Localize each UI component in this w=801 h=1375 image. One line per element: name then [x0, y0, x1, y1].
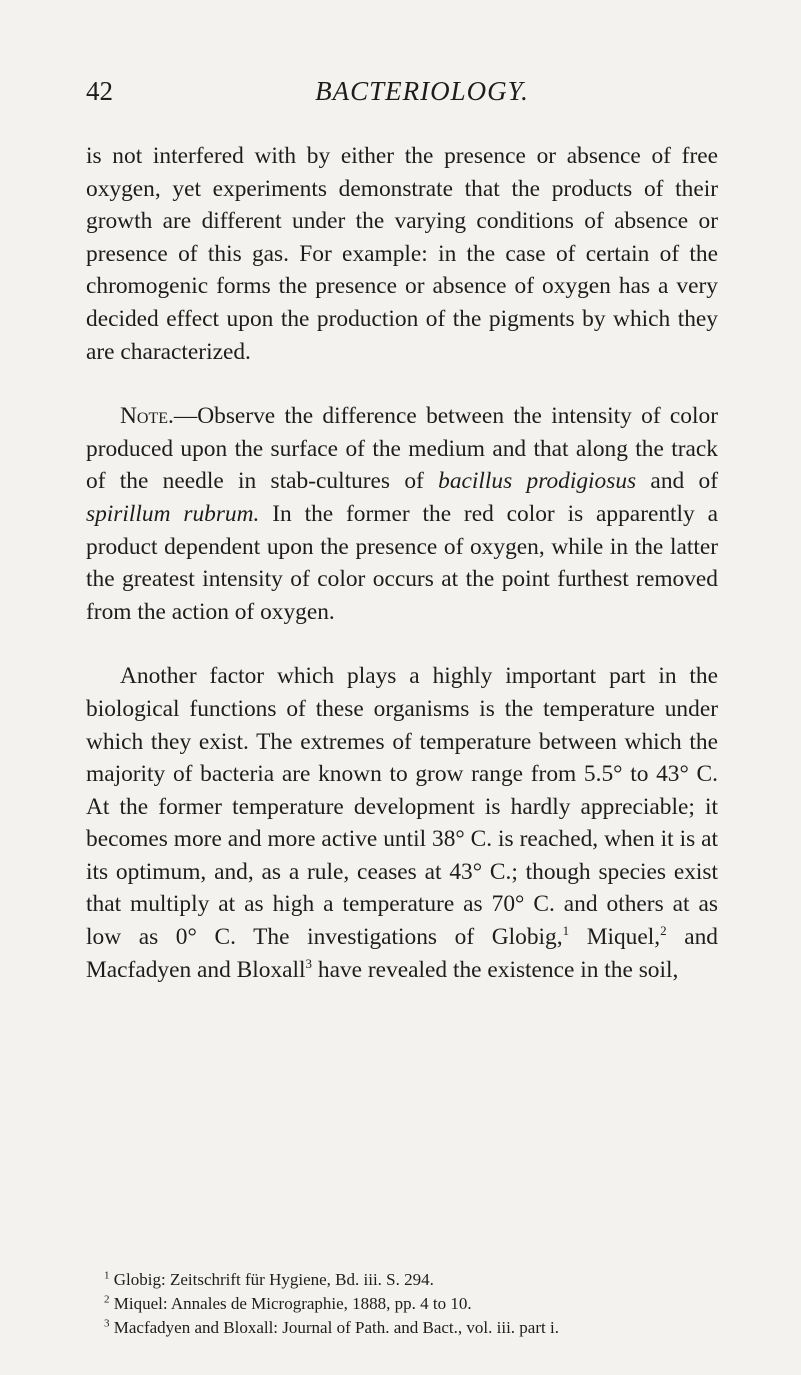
species-bacillus-prodigiosus: bacillus prodigiosus [438, 468, 637, 495]
paragraph-3 [86, 660, 718, 986]
footnote-2-text: Miquel: Annales de Micrographie, 1888, pp. 4 to 10. [109, 1294, 472, 1313]
note-text-a: .—Observe the difference between the intensity of color produced upon the surface of the medium and that along the track of the needle in stab-cultures of [86, 403, 718, 495]
paragraph-1-text: is not interfered with by either the presence or absence of free oxygen, yet experiments demonstrate that the products of their growth are different under the varying conditions of absence or presence of this gas. For example: in the case of certain of the chromogenic forms the presence or absence of oxygen has a very decided effect upon the production of the pigments by which they are characterized. [86, 143, 718, 365]
paragraph-3-text-d: have revealed the existence in the soil, [312, 956, 679, 983]
note-text-b: and of [636, 468, 718, 495]
footnote-ref-1: 1 [562, 923, 570, 939]
page-number: 42 [86, 76, 113, 106]
footnote-1-mark: 1 [104, 1269, 110, 1282]
footnote-3-text: Macfadyen and Bloxall: Journal of Path. and Bact., vol. iii. part i. [109, 1318, 559, 1337]
footnote-ref-2: 2 [660, 923, 667, 939]
paragraph-3-text-c: and Macfadyen and Bloxall [86, 924, 718, 983]
paragraph-note [86, 400, 718, 628]
footnote-1-text: Globig: Zeitschrift für Hygiene, Bd. iii. S. 294. [109, 1270, 434, 1289]
running-head [86, 76, 718, 116]
paragraph-3-text-b: Miquel, [569, 924, 661, 951]
note-label: Note [120, 403, 168, 430]
species-spirillum-rubrum: spirillum rubrum. [86, 500, 260, 527]
footnote-ref-3: 3 [305, 955, 313, 971]
footnote-1 [86, 1268, 718, 1292]
paragraph-1 [86, 140, 718, 368]
footnote-3 [86, 1316, 718, 1340]
note-text-c: In the former the red color is apparently a product dependent upon the presence of oxygen, while in the latter the greatest intensity of color occurs at the point furthest removed from the action of oxygen. [86, 500, 718, 625]
footnote-3-mark: 3 [104, 1317, 110, 1330]
footnotes [86, 1268, 718, 1340]
footnote-2-mark: 2 [104, 1293, 110, 1306]
running-title: BACTERIOLOGY. [315, 76, 529, 106]
paragraph-3-text-a: Another factor which plays a highly important part in the biological functions of these organisms is the temperature under which they exist. The extremes of temperature between which the majority of bacteria are known to grow range from 5.5° to 43° C. At the former temperature development is hardly appreciable; it becomes more and more active until 38° C. is reached, when it is at its optimum, and, as a rule, ceases at 43° C.; though species exist that multiply at as high a temperature as 70° C. and others at as low as 0° C. The investigations of Globig, [86, 663, 718, 951]
footnote-2 [86, 1292, 718, 1316]
body-text [86, 140, 718, 1018]
